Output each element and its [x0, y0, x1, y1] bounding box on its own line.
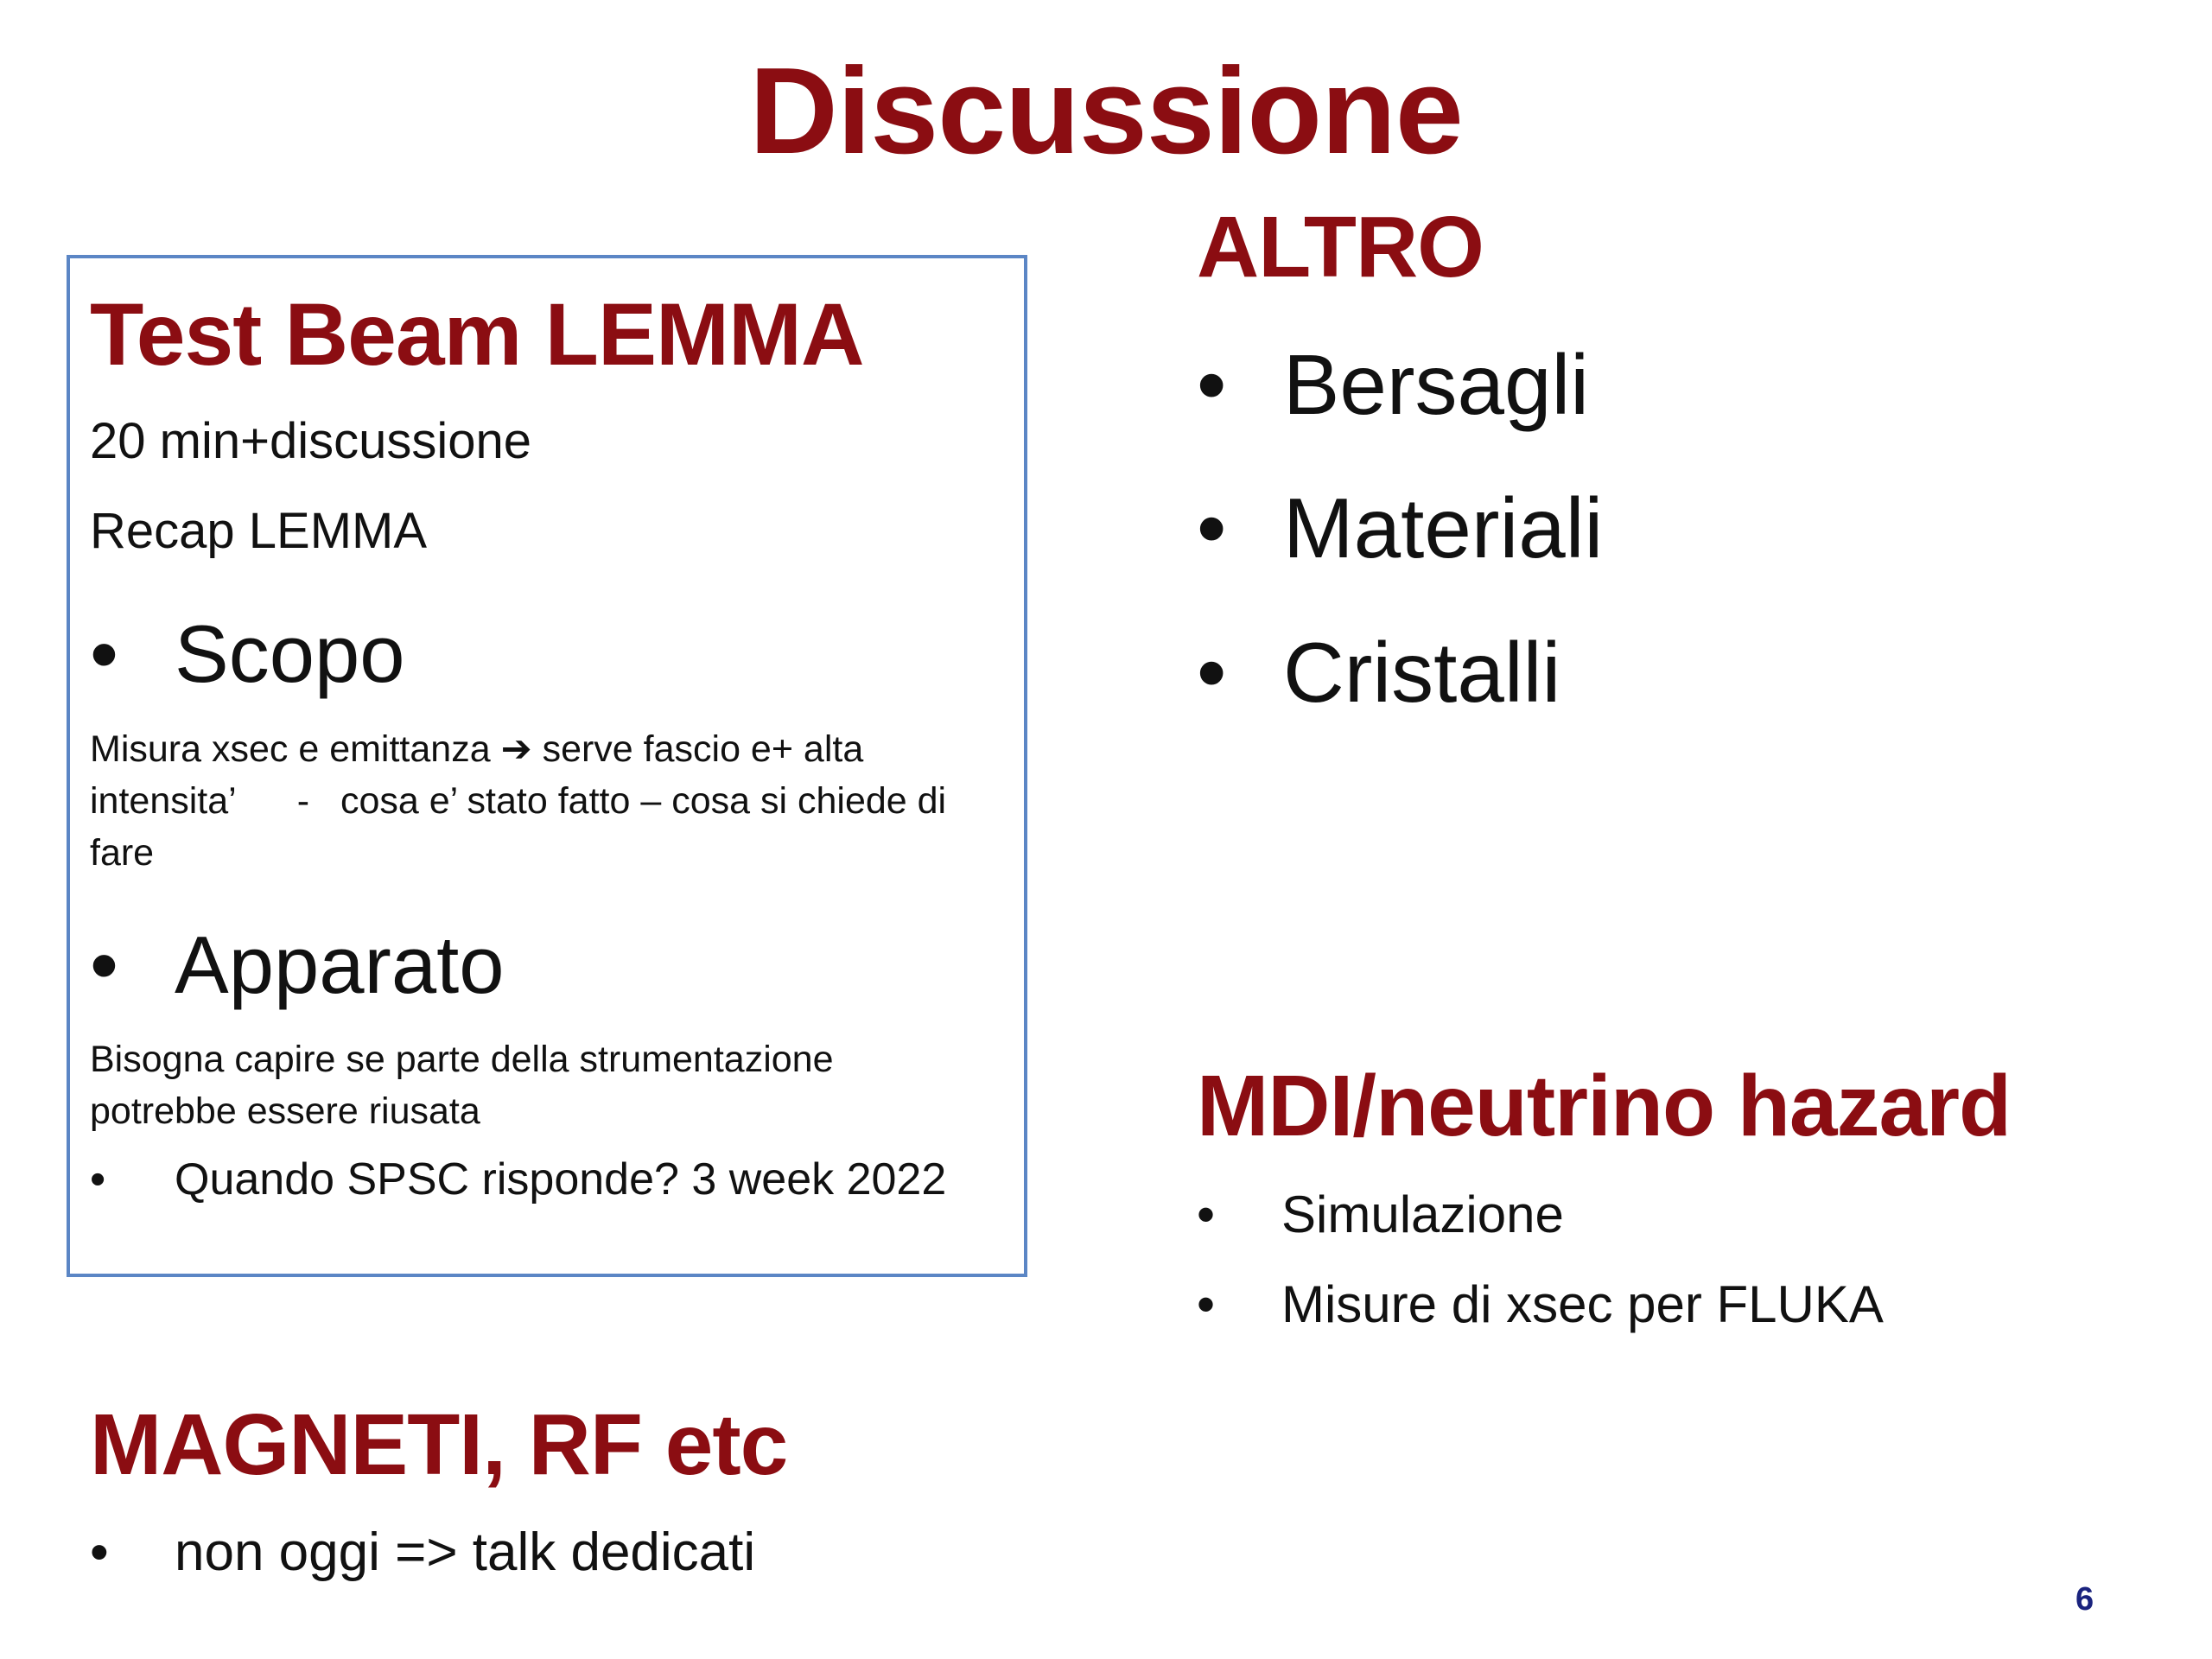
- mdi-item-label: Misure di xsec per FLUKA: [1281, 1275, 1884, 1333]
- scopo-bullet: [90, 608, 405, 699]
- test-beam-recap: Recap LEMMA: [90, 503, 428, 559]
- bullet-glyph: •: [90, 608, 118, 699]
- test-beam-heading: Test Beam LEMMA: [90, 285, 864, 384]
- page-number: 6: [2075, 1581, 2094, 1618]
- mdi-item: [1197, 1275, 1884, 1333]
- mdi-item-label: Simulazione: [1281, 1185, 1564, 1243]
- apparato-sub-bullet: [90, 1154, 947, 1205]
- altro-heading: ALTRO: [1197, 199, 1484, 296]
- magneti-heading: MAGNETI, RF etc: [90, 1396, 788, 1493]
- apparato-sub-bullet-text: Quando SPSC risponde? 3 week 2022: [175, 1154, 947, 1205]
- mdi-heading: MDI/neutrino hazard: [1197, 1058, 2012, 1154]
- scopo-text-part2: serve fascio e+ alta: [542, 728, 864, 770]
- bullet-glyph: •: [1197, 480, 1227, 575]
- altro-item-label: Cristalli: [1283, 625, 1561, 720]
- apparato-text-line1: Bisogna capire se parte della strumentazione: [90, 1039, 834, 1080]
- scopo-text-line2: intensita’ - cosa e’ stato fatto – cosa si chiede di: [90, 780, 947, 822]
- apparato-description: [90, 1033, 1014, 1137]
- scopo-label: Scopo: [175, 608, 405, 699]
- bullet-glyph: •: [90, 1154, 106, 1205]
- bullet-glyph: •: [1197, 1185, 1216, 1243]
- magneti-item-label: non oggi => talk dedicati: [175, 1522, 756, 1582]
- apparato-bullet: [90, 919, 505, 1010]
- scopo-text-part1: Misura xsec e emittanza: [90, 728, 491, 770]
- bullet-glyph: •: [90, 1522, 109, 1582]
- right-arrow-icon: ➔: [500, 728, 532, 770]
- apparato-label: Apparato: [175, 919, 505, 1010]
- bullet-glyph: •: [1197, 1275, 1216, 1333]
- test-beam-duration: 20 min+discussione: [90, 413, 532, 469]
- scopo-text-line3: fare: [90, 832, 155, 874]
- bullet-glyph: •: [1197, 625, 1227, 720]
- bullet-glyph: •: [1197, 337, 1227, 432]
- scopo-description: [90, 723, 1014, 879]
- slide-title: Discussione: [749, 42, 1463, 180]
- bullet-glyph: •: [90, 919, 118, 1010]
- altro-item: [1197, 625, 1561, 720]
- altro-item: [1197, 480, 1604, 575]
- mdi-item: [1197, 1185, 1564, 1243]
- apparato-text-line2: potrebbe essere riusata: [90, 1090, 480, 1132]
- altro-item-label: Materiali: [1283, 480, 1604, 575]
- altro-item: [1197, 337, 1590, 432]
- magneti-item: [90, 1522, 756, 1582]
- altro-item-label: Bersagli: [1283, 337, 1590, 432]
